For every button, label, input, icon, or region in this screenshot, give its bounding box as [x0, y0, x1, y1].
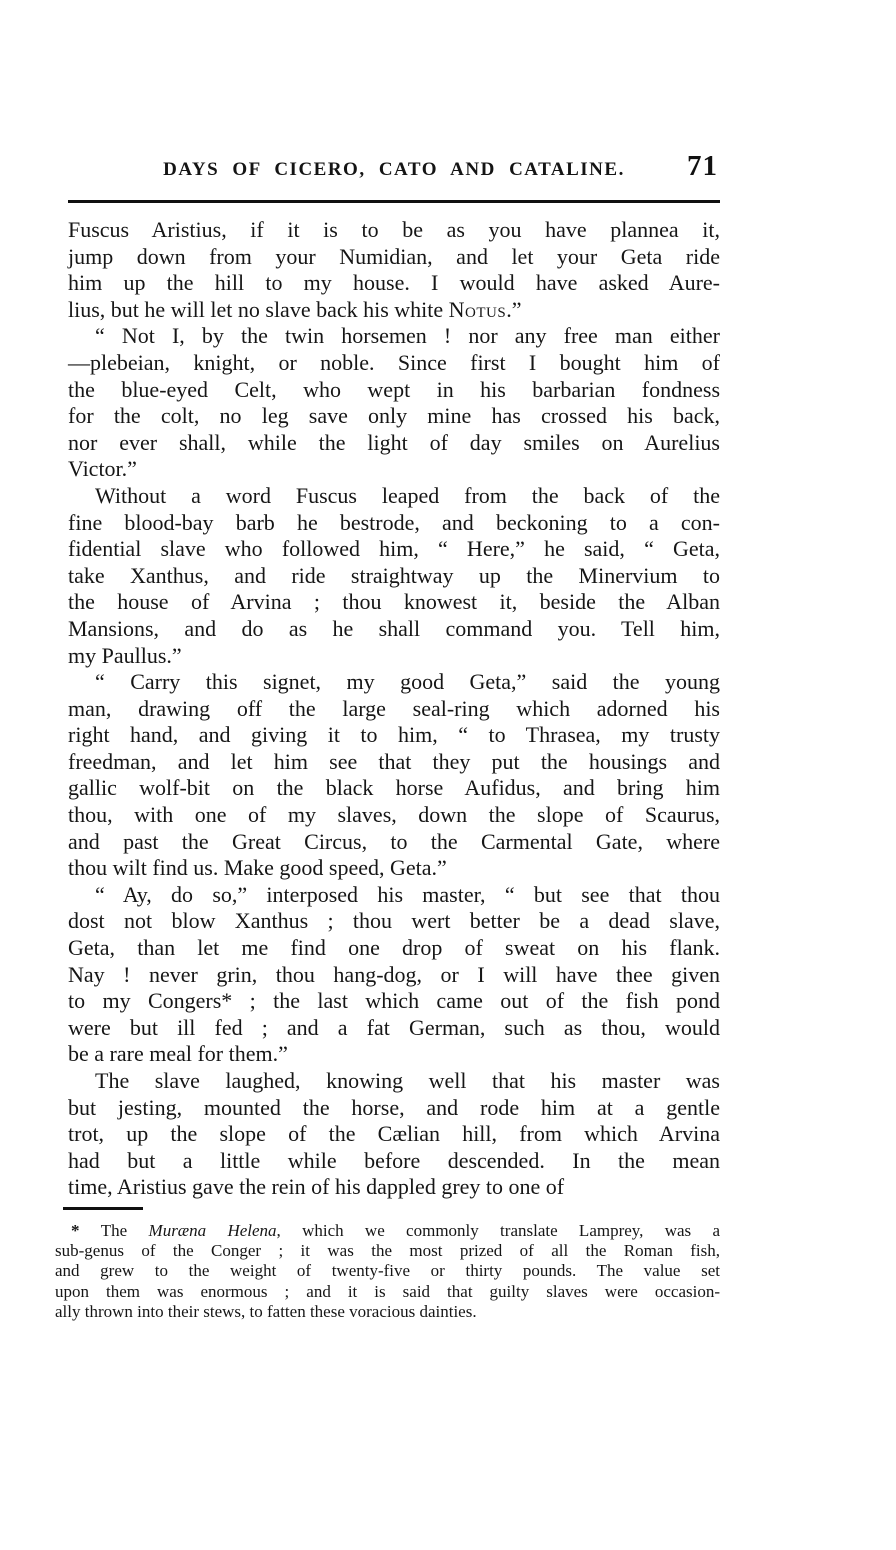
text-line: [68, 563, 720, 590]
paragraph: [68, 882, 720, 1068]
text-line: [55, 1241, 720, 1261]
text-line: [68, 1174, 720, 1201]
text-line: [68, 217, 720, 244]
text-segment: thou, with one of my slaves, down the slope of Scaurus,: [68, 802, 720, 828]
page-content: [55, 150, 721, 1322]
text-segment: Without a word Fuscus leaped from the back of the: [95, 482, 720, 508]
text-line: [68, 643, 720, 670]
text-segment: take Xanthus, and ride straightway up the Minervium to: [68, 562, 720, 588]
text-line: [68, 616, 720, 643]
text-line: [68, 802, 720, 829]
text-line: [55, 1282, 720, 1302]
text-segment: Fuscus Aristius, if it is to be as you have plannea it,: [68, 217, 720, 242]
text-segment: and past the Great Circus, to the Carmental Gate, where: [68, 828, 720, 854]
text-line: [68, 1068, 720, 1095]
header-rule: [68, 200, 720, 203]
text-segment: Geta, than let me find one drop of sweat on his flank.: [68, 935, 720, 961]
text-segment: the house of Arvina ; thou knowest it, beside the Alban: [68, 589, 720, 615]
text-line: [68, 270, 720, 297]
text-segment: to my Congers* ; the last which came out of the fish pond: [68, 988, 720, 1014]
text-segment: had but a little while before descended. In the mean: [68, 1147, 720, 1173]
text-segment: “ Ay, do so,” interposed his master, “ but see that thou: [95, 881, 720, 907]
text-segment: jump down from your Numidian, and let your Geta ride: [68, 243, 720, 269]
text-line: [68, 775, 720, 802]
text-segment: thou wilt find us. Make good speed, Geta.”: [68, 855, 447, 881]
text-line: [68, 1015, 720, 1042]
text-line: [68, 962, 720, 989]
text-line: [68, 882, 720, 909]
text-line: [68, 1095, 720, 1122]
text-line: [68, 403, 720, 430]
page-header: [68, 150, 720, 190]
text-line: [68, 430, 720, 457]
text-line: [68, 536, 720, 563]
text-segment: The slave laughed, knowing well that his master was: [95, 1068, 720, 1093]
text-segment: “ Not I, by the twin horsemen ! nor any free man either: [95, 323, 720, 349]
text-segment: for the colt, no leg save only mine has crossed his back,: [68, 403, 720, 429]
text-line: [68, 589, 720, 616]
text-segment: fine blood-bay barb he bestrode, and beckoning to a con-: [68, 509, 720, 535]
text-segment: upon them was enormous ; and it is said that guilty slaves were occasion-: [55, 1281, 720, 1301]
text-line: [68, 988, 720, 1015]
bold-text: *: [71, 1220, 101, 1240]
italic-text: Muræna Helena: [148, 1220, 277, 1240]
text-segment: freedman, and let him see that they put the housings and: [68, 748, 720, 774]
text-segment: —plebeian, knight, or noble. Since first I bought him of: [68, 349, 720, 375]
paragraph: [68, 323, 720, 483]
text-line: [68, 669, 720, 696]
text-segment: nor ever shall, while the light of day smiles on Aurelius: [68, 429, 720, 455]
text-segment: be a rare meal for them.”: [68, 1041, 288, 1067]
paragraph: [68, 483, 720, 669]
text-segment: The: [100, 1220, 149, 1240]
text-line: [68, 377, 720, 404]
text-segment: trot, up the slope of the Cælian hill, from which Arvina: [68, 1121, 720, 1147]
paragraph: [68, 1068, 720, 1201]
text-segment: time, Aristius gave the rein of his dappled grey to one of: [68, 1174, 565, 1200]
text-segment: right hand, and giving it to him, “ to Thrasea, my trusty: [68, 722, 720, 748]
paragraph: [68, 217, 720, 323]
text-segment: man, drawing off the large seal-ring which adorned his: [68, 695, 720, 721]
text-segment: him up the hill to my house. I would have asked Aure-: [68, 270, 720, 296]
text-line: [68, 297, 720, 324]
text-line: [68, 244, 720, 271]
text-line: [55, 1221, 720, 1241]
text-segment: Victor.”: [68, 456, 137, 482]
text-line: [68, 1121, 720, 1148]
text-line: [68, 722, 720, 749]
text-segment: gallic wolf-bit on the black horse Aufidus, and bring him: [68, 775, 720, 801]
text-segment: and grew to the weight of twenty-five or thirty pounds. The value set: [55, 1261, 720, 1281]
text-line: [68, 935, 720, 962]
text-segment: “ Carry this signet, my good Geta,” said the young: [95, 669, 720, 695]
text-segment: , which we commonly translate Lamprey, was a: [276, 1220, 721, 1240]
text-line: [68, 510, 720, 537]
text-line: [68, 908, 720, 935]
text-segment: but jesting, mounted the horse, and rode him at a gentle: [68, 1094, 720, 1120]
text-line: [68, 749, 720, 776]
text-line: [68, 483, 720, 510]
text-line: [68, 696, 720, 723]
text-line: [68, 1148, 720, 1175]
text-line: [68, 855, 720, 882]
text-segment: Nay ! never grin, thou hang-dog, or I will have thee given: [68, 961, 720, 987]
text-line: [68, 323, 720, 350]
text-segment: the blue-eyed Celt, who wept in his barbarian fondness: [68, 376, 720, 402]
text-segment: .”: [506, 296, 522, 322]
text-segment: ally thrown into their stews, to fatten these voracious dainties.: [55, 1301, 477, 1321]
text-segment: were but ill fed ; and a fat German, such as thou, would: [68, 1014, 720, 1040]
running-header: DAYS OF CICERO, CATO AND CATALINE.: [163, 159, 625, 180]
text-segment: sub-genus of the Conger ; it was the most prized of all the Roman fish,: [55, 1241, 720, 1261]
page-number: 71: [687, 150, 718, 182]
text-segment: fidential slave who followed him, “ Here,” he said, “ Geta,: [68, 536, 720, 562]
text-segment: my Paullus.”: [68, 642, 182, 668]
text-line: [68, 456, 720, 483]
text-line: [68, 829, 720, 856]
smallcaps-text: Notus: [448, 296, 507, 322]
text-segment: lius, but he will let no slave back his white: [68, 296, 449, 322]
page-body: [68, 217, 720, 1201]
text-line: [55, 1261, 720, 1281]
text-line: [68, 1041, 720, 1068]
text-segment: dost not blow Xanthus ; thou wert better be a dead slave,: [68, 908, 720, 934]
text-line: [68, 350, 720, 377]
paragraph: [68, 669, 720, 882]
text-segment: Mansions, and do as he shall command you. Tell him,: [68, 615, 720, 641]
footnote-rule: [63, 1207, 143, 1210]
footnote: [55, 1221, 720, 1322]
text-line: [55, 1302, 720, 1322]
